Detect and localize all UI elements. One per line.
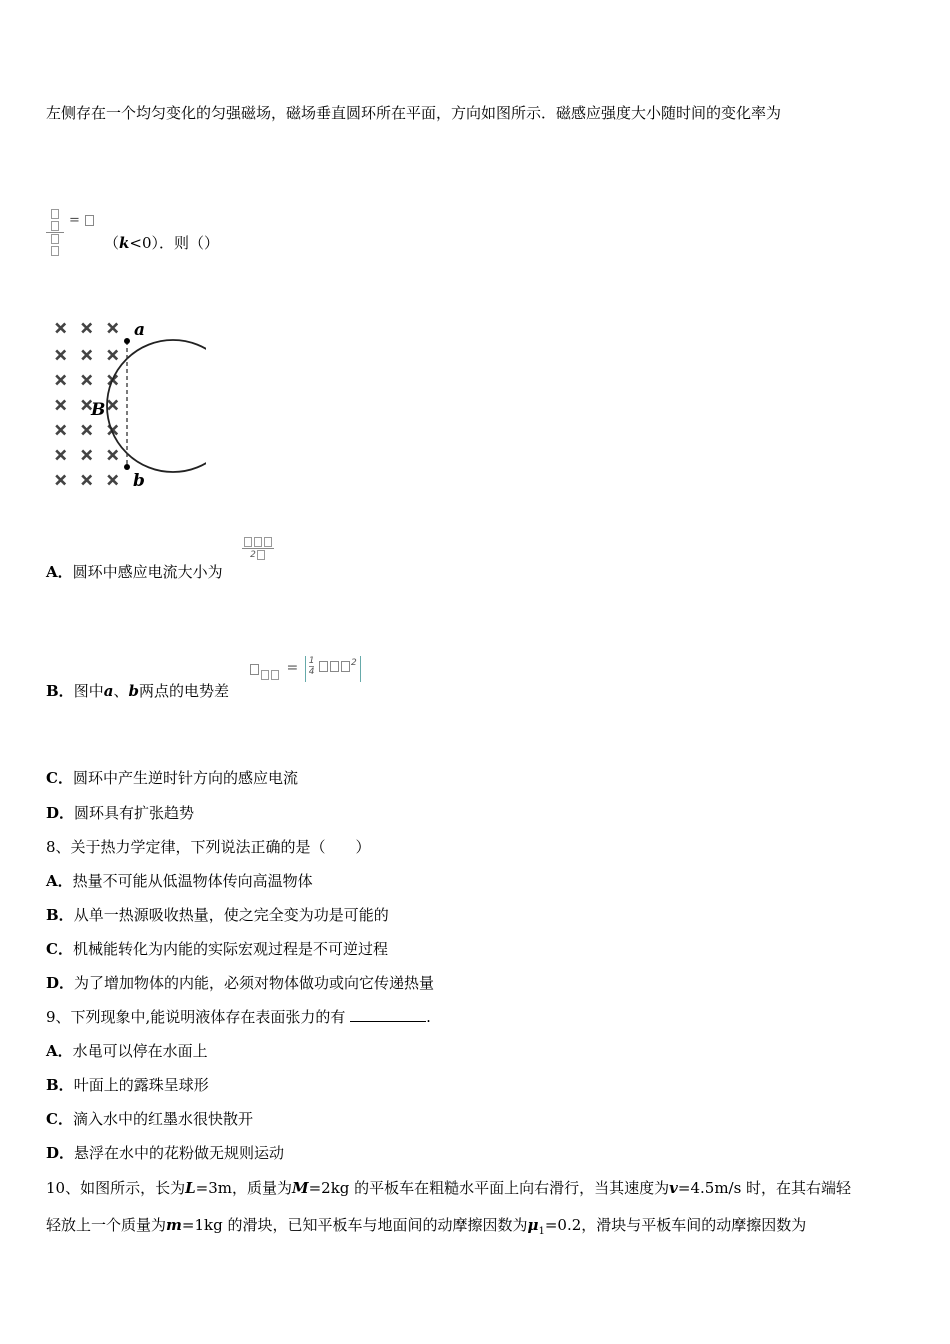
field-cross: × (80, 318, 94, 337)
field-cross: × (80, 370, 94, 389)
field-cross: × (80, 345, 94, 364)
field-cross: × (80, 445, 94, 464)
field-cross: × (54, 470, 68, 489)
option-a-formula: 2 (242, 536, 274, 561)
q9-stem: 9、下列现象中,能说明液体存在表面张力的有 . (46, 1008, 431, 1026)
field-cross: × (106, 345, 120, 364)
ring-circle (107, 340, 206, 472)
q8-option-b: B．从单一热源吸收热量，使之完全变为功是可能的 (46, 906, 389, 924)
label-B: B (91, 400, 106, 420)
q8-option-a: A．热量不可能从低温物体传向高温物体 (46, 872, 313, 890)
label-b: b (133, 471, 145, 491)
q10-line-1: 10、如图所示，长为L=3m，质量为M=2kg 的平板车在粗糙水平面上向右滑行，当其速度为v=4.5m/s 时，在其右端轻 (46, 1179, 852, 1197)
q7-option-d: D．圆环具有扩张趋势 (46, 804, 195, 822)
q8-stem: 8、关于热力学定律，下列说法正确的是（ ） (46, 838, 371, 856)
rate-formula: = (46, 208, 96, 257)
field-crosses (54, 318, 119, 489)
field-cross: × (80, 420, 94, 439)
rate-condition: （k<0）．则（） (104, 234, 220, 252)
field-cross: × (80, 395, 94, 414)
field-cross: × (54, 370, 68, 389)
q9-option-b: B．叶面上的露珠呈球形 (46, 1076, 209, 1094)
field-cross: × (54, 345, 68, 364)
q9-option-d: D．悬浮在水中的花粉做无规则运动 (46, 1144, 285, 1162)
field-cross: × (54, 445, 68, 464)
field-cross: × (54, 395, 68, 414)
field-cross: × (106, 420, 120, 439)
answer-blank (350, 1007, 426, 1022)
field-cross: × (106, 318, 120, 337)
q7-option-c: C．圆环中产生逆时针方向的感应电流 (46, 769, 298, 787)
field-cross: × (106, 370, 120, 389)
point-b (124, 464, 130, 470)
q9-option-a: A．水黾可以停在水面上 (46, 1042, 208, 1060)
field-cross: × (54, 420, 68, 439)
option-b-formula: = $\frac{1}{4}$ $^2$ (249, 656, 361, 684)
q9-option-c: C．滴入水中的红墨水很快散开 (46, 1110, 253, 1128)
q10-line-2: 轻放上一个质量为m=1kg 的滑块，已知平板车与地面间的动摩擦因数为$\mu_1=0.2$，滑块与平板车间的动摩擦因数为 (46, 1216, 807, 1237)
q8-option-c: C．机械能转化为内能的实际宏观过程是不可逆过程 (46, 940, 388, 958)
magnetic-field-figure (46, 315, 206, 495)
field-cross: × (80, 470, 94, 489)
field-cross: × (106, 395, 120, 414)
field-cross: × (106, 445, 120, 464)
point-a (124, 338, 130, 344)
field-cross: × (106, 470, 120, 489)
q7-option-b: B．图中a、b两点的电势差 (46, 682, 229, 700)
q7-option-a: A．圆环中感应电流大小为 (46, 563, 223, 581)
label-a: a (134, 320, 146, 340)
field-cross: × (54, 318, 68, 337)
intro-text: 左侧存在一个均匀变化的匀强磁场，磁场垂直圆环所在平面，方向如图所示．磁感应强度大小随时间的变化率为 (46, 104, 782, 122)
q8-option-d: D．为了增加物体的内能，必须对物体做功或向它传递热量 (46, 974, 435, 992)
